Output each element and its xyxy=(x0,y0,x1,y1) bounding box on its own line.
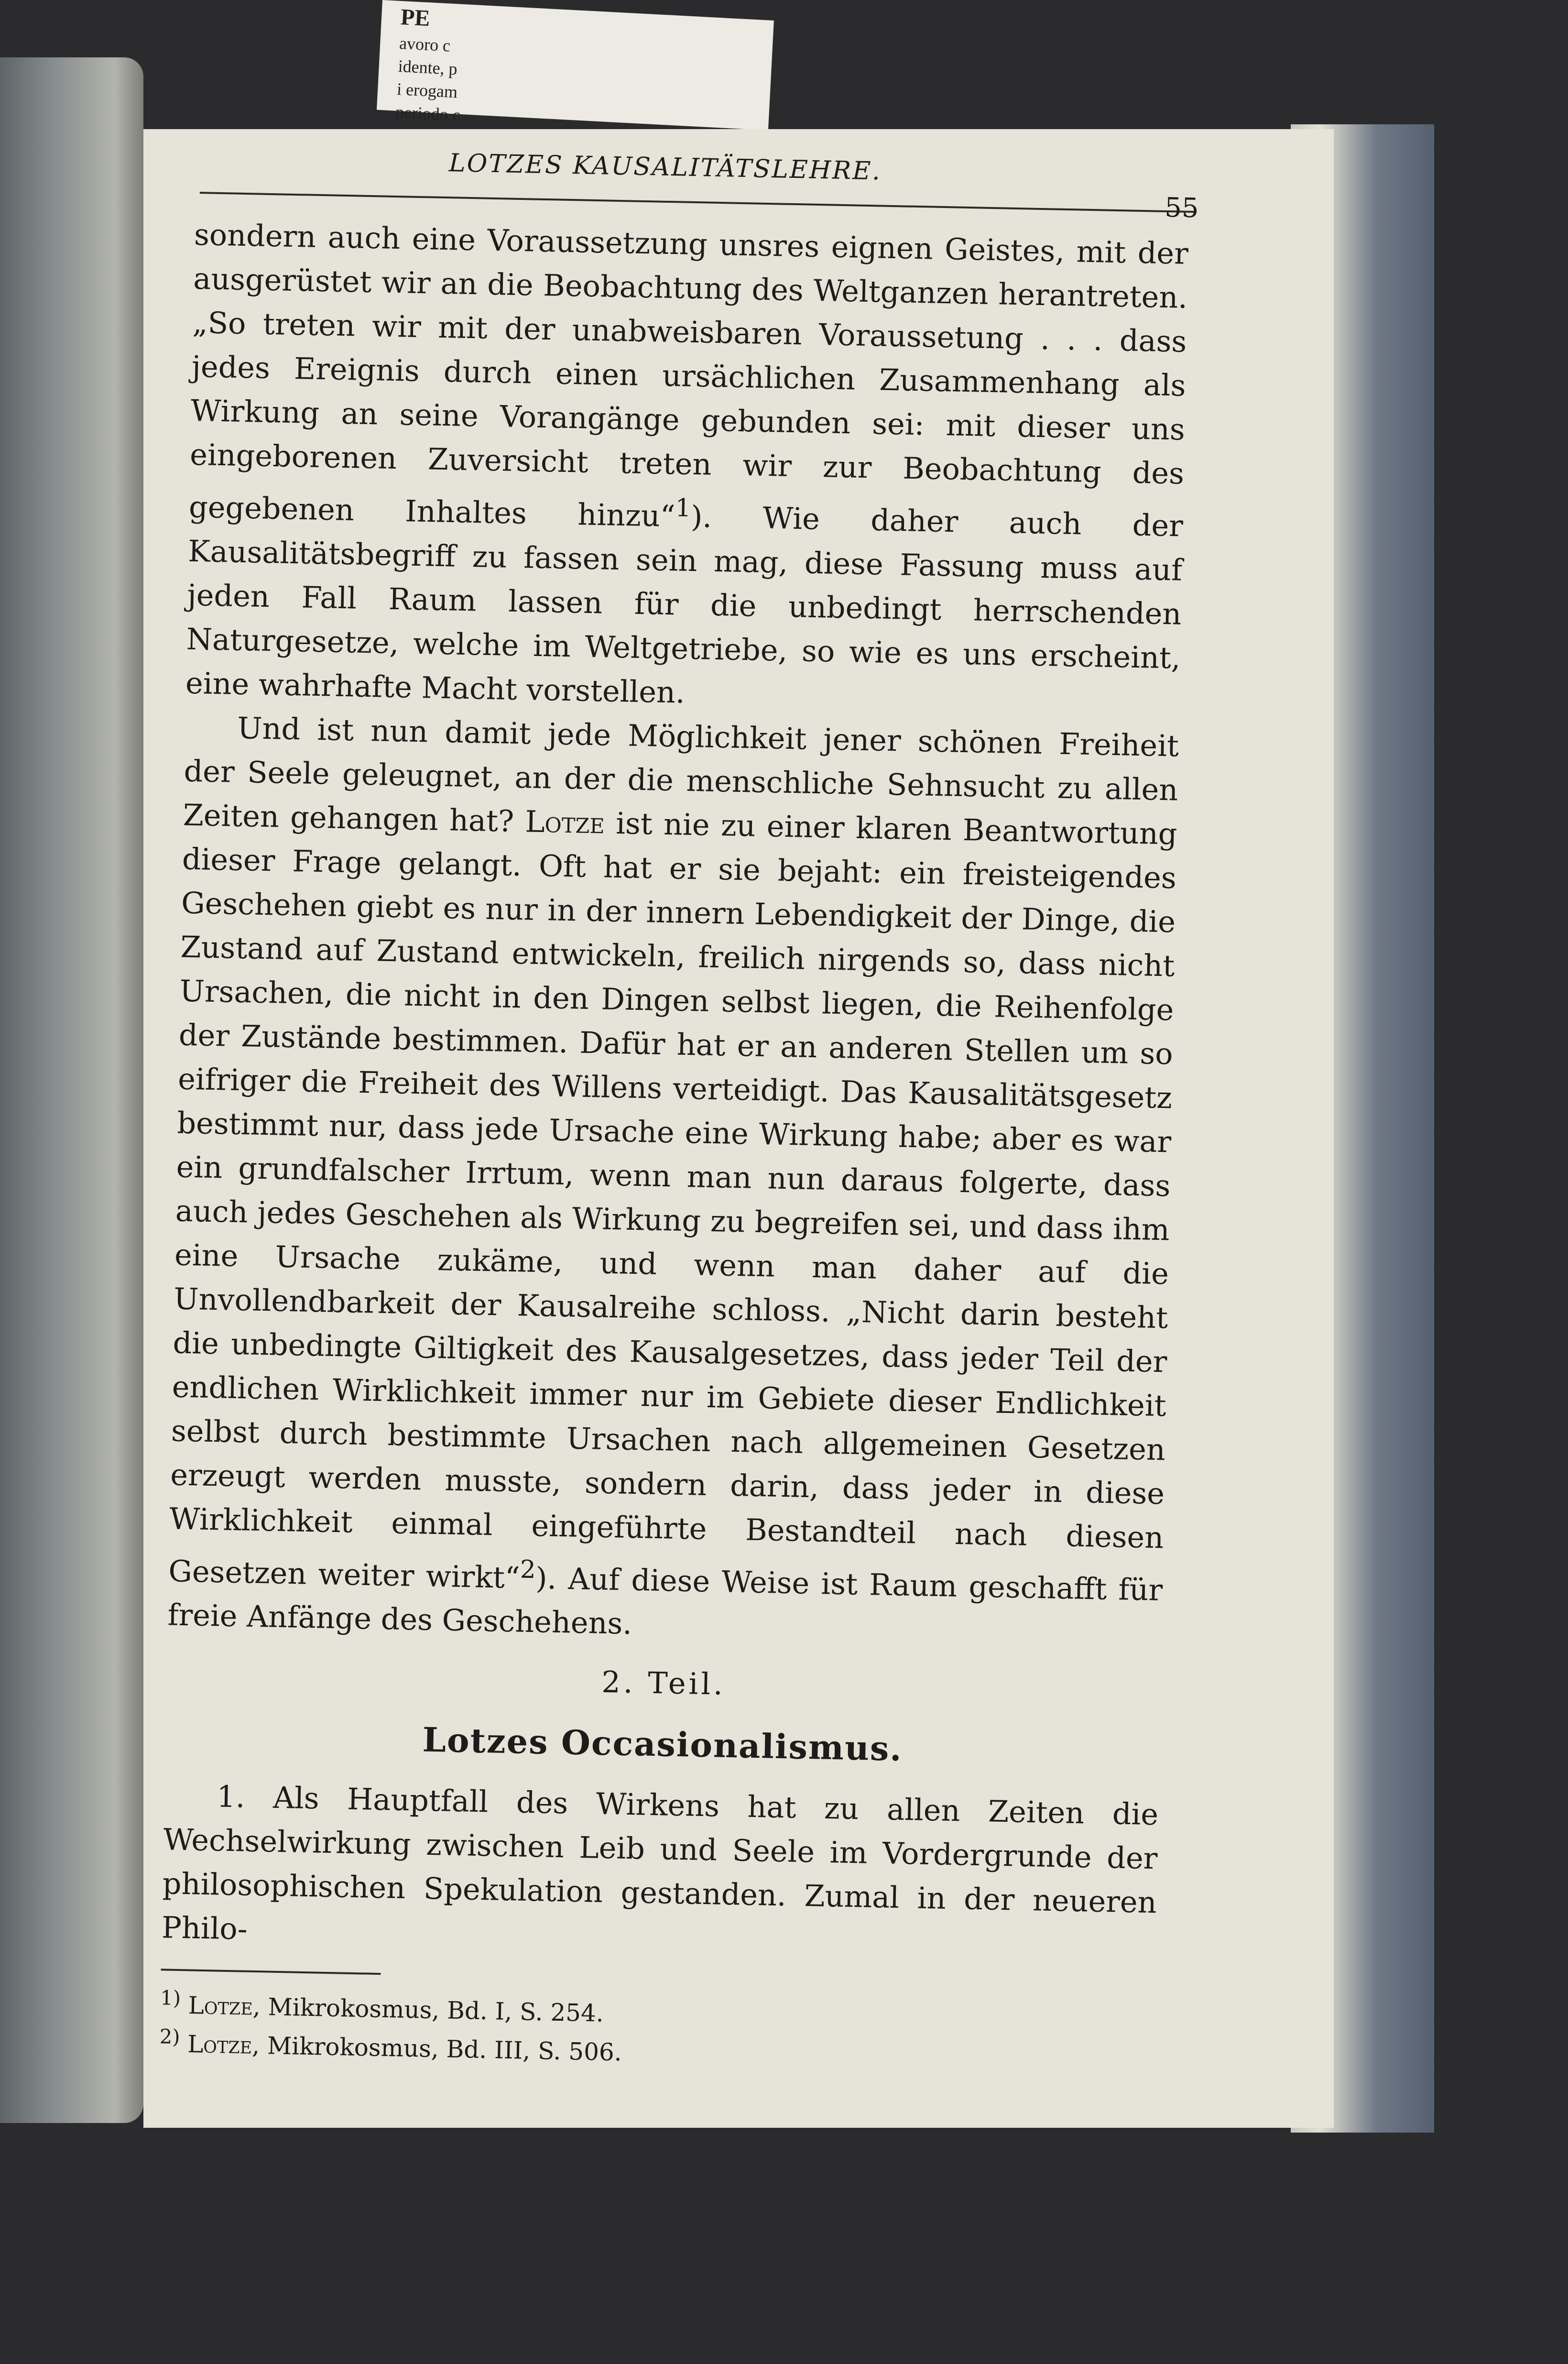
section-title: Lotzes Occasionalismus. xyxy=(422,1719,903,1769)
scrap-line: i erogam xyxy=(396,79,458,102)
paper-scrap xyxy=(377,0,774,131)
running-head xyxy=(200,139,1199,224)
text-run: ). Auf diese Weise ist Raum geschafft für freie Anfänge des Geschehens. xyxy=(167,1560,1163,1642)
footnote-text: , Mikrokosmus, Bd. III, S. 506. xyxy=(251,2031,622,2067)
scrap-line: periodo c xyxy=(395,102,461,125)
left-page-edge xyxy=(0,57,143,2123)
text-run: Und ist nun damit jede Möglichkeit jener schönen Freiheit der Seele geleugnet, an der die menschliche Sehnsucht zu allen Zeiten gehangen hat? xyxy=(183,710,1179,839)
footnote-ref: 2 xyxy=(520,1555,536,1584)
running-title: LOTZES KAUSALITÄTSLEHRE. xyxy=(448,149,882,186)
text-run: sondern auch eine Voraussetzung unsres eignen Geistes, mit der ausgerüstet wir an die Beobachtung des Weltganzen herantreten. „So treten wir mit der unabweisbaren Voraussetung . . . dass jedes Ereignis durch einen ursächlichen Zusammenhang als Wirkung an seine Vorangänge gebunden sei: mit dieser uns eingeborenen Zuversicht treten wir zur Beobachtung des gegebenen Inhaltes hinzu“ xyxy=(188,217,1189,534)
author-name: Lotze xyxy=(524,804,605,841)
footnote-author: Lotze xyxy=(187,2030,252,2059)
paragraph xyxy=(167,705,1179,1656)
page-content xyxy=(135,139,1224,2079)
scrap-line: avoro c xyxy=(399,33,451,55)
footnote-text: , Mikrokosmus, Bd. I, S. 254. xyxy=(252,1992,604,2028)
book-page xyxy=(143,129,1334,2128)
body-text xyxy=(167,213,1189,1656)
section-number: 2. Teil. xyxy=(601,1664,726,1702)
paragraph xyxy=(185,213,1188,724)
footnotes xyxy=(159,1982,1188,2079)
footnote-divider xyxy=(161,1969,381,1975)
page-number: 55 xyxy=(1164,192,1199,224)
footnote-author: Lotze xyxy=(188,1992,253,2021)
scrap-line: idente, p xyxy=(397,56,458,79)
footnote-marker: 2) xyxy=(159,2025,181,2049)
paragraph: 1. Als Hauptfall des Wirkens hat zu allen Zeiten die Wechselwirkung zwischen Leib und Seele im Vordergrunde der philosophischen Spekulation gestanden. Zumal in der neueren Philo- xyxy=(161,1779,1159,1947)
text-run: ). Wie daher auch der Kausalitätsbegriff zu fassen sein mag, diese Fassung muss auf jeden Fall Raum lassen für die unbedingt herrschenden Naturgesetze, welche im Weltgetriebe, so wie es uns erscheint, eine wahrhafte Macht vorstellen. xyxy=(185,499,1184,710)
footnote-marker: 1) xyxy=(160,1986,181,2010)
text-run: ist nie zu einer klaren Beantwortung dieser Frage gelangt. Oft hat er sie bejaht: ein freisteigendes Geschehen giebt es nur in der innern Lebendigkeit der Dinge, die Zustand auf Zustand entwickeln, freilich nirgends so, dass nicht Ursachen, die nicht in den Dingen selbst liegen, die Reihenfolge der Zustände bestimmen. Dafür hat er an anderen Stellen um so eifriger die Freiheit des Willens verteidigt. Das Kausalitätsgesetz bestimmt nur, dass jede Ursache eine Wirkung habe; aber es war ein grundfalscher Irrtum, wenn man nun daraus folgerte, dass auch jedes Geschehen als Wirkung zu begreifen sei, und dass ihm eine Ursache zukäme, und wenn man daher auf die Unvollendbarkeit der Kausalreihe schloss. „Nicht darin besteht die unbedingte Giltigkeit des Kausalgesetzes, dass jeder Teil der endlichen Wirklichkeit immer nur im Gebiete dieser Endlichkeit selbst durch bestimmte Ursachen nach allgemeinen Gesetzen erzeugt werden musste, sondern darin, dass jeder in diese Wirklichkeit einmal eingeführte Bestandteil nach diesen Gesetzen weiter wirkt“ xyxy=(168,805,1178,1595)
footnote-ref: 1 xyxy=(675,493,692,523)
scrap-heading: PE xyxy=(400,4,431,32)
section-body xyxy=(161,1774,1159,1969)
